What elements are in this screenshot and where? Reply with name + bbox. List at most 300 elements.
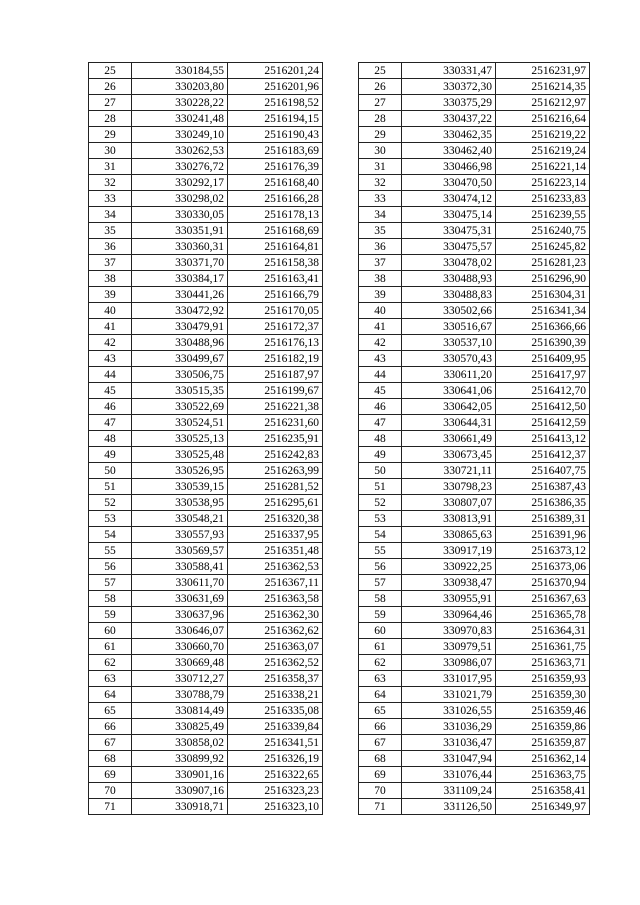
x-coordinate-cell: 330660,70: [132, 639, 228, 655]
point-number-cell: 49: [359, 447, 402, 463]
point-number-cell: 58: [359, 591, 402, 607]
y-coordinate-cell: 2516295,61: [228, 495, 323, 511]
point-number-cell: 28: [89, 111, 132, 127]
y-coordinate-cell: 2516219,22: [496, 127, 590, 143]
table-row: [359, 799, 590, 815]
y-coordinate-cell: 2516199,67: [228, 383, 323, 399]
y-coordinate-cell: 2516281,52: [228, 479, 323, 495]
x-coordinate-cell: 330646,07: [132, 623, 228, 639]
table-row: [359, 303, 590, 319]
x-coordinate-cell: 330249,10: [132, 127, 228, 143]
x-coordinate-cell: 330865,63: [402, 527, 496, 543]
point-number-cell: 27: [359, 95, 402, 111]
point-number-cell: 55: [359, 543, 402, 559]
x-coordinate-cell: 330979,51: [402, 639, 496, 655]
table-row: [89, 495, 323, 511]
table-row: [359, 239, 590, 255]
point-number-cell: 30: [89, 143, 132, 159]
x-coordinate-cell: 331026,55: [402, 703, 496, 719]
table-row: [359, 127, 590, 143]
table-row: [89, 63, 323, 79]
y-coordinate-cell: 2516391,96: [496, 527, 590, 543]
table-row: [89, 591, 323, 607]
table-row: [359, 559, 590, 575]
y-coordinate-cell: 2516363,75: [496, 767, 590, 783]
y-coordinate-cell: 2516412,70: [496, 383, 590, 399]
y-coordinate-cell: 2516335,08: [228, 703, 323, 719]
y-coordinate-cell: 2516338,21: [228, 687, 323, 703]
x-coordinate-cell: 330441,26: [132, 287, 228, 303]
y-coordinate-cell: 2516198,52: [228, 95, 323, 111]
point-number-cell: 40: [359, 303, 402, 319]
point-number-cell: 58: [89, 591, 132, 607]
x-coordinate-cell: 330184,55: [132, 63, 228, 79]
point-number-cell: 33: [89, 191, 132, 207]
x-coordinate-cell: 330907,16: [132, 783, 228, 799]
y-coordinate-cell: 2516163,41: [228, 271, 323, 287]
y-coordinate-cell: 2516362,52: [228, 655, 323, 671]
y-coordinate-cell: 2516323,10: [228, 799, 323, 815]
y-coordinate-cell: 2516221,14: [496, 159, 590, 175]
x-coordinate-cell: 330502,66: [402, 303, 496, 319]
point-number-cell: 66: [89, 719, 132, 735]
point-number-cell: 53: [359, 511, 402, 527]
table-row: [89, 527, 323, 543]
y-coordinate-cell: 2516158,38: [228, 255, 323, 271]
y-coordinate-cell: 2516183,69: [228, 143, 323, 159]
table-row: [89, 751, 323, 767]
y-coordinate-cell: 2516341,51: [228, 735, 323, 751]
point-number-cell: 57: [359, 575, 402, 591]
table-row: [359, 111, 590, 127]
x-coordinate-cell: 331109,24: [402, 783, 496, 799]
x-coordinate-cell: 330661,49: [402, 431, 496, 447]
table-row: [89, 479, 323, 495]
point-number-cell: 25: [89, 63, 132, 79]
table-row: [359, 463, 590, 479]
coordinate-table-right: [358, 62, 590, 815]
y-coordinate-cell: 2516359,86: [496, 719, 590, 735]
table-row: [359, 335, 590, 351]
table-row: [359, 767, 590, 783]
x-coordinate-cell: 330437,22: [402, 111, 496, 127]
point-number-cell: 44: [359, 367, 402, 383]
point-number-cell: 48: [89, 431, 132, 447]
table-row: [359, 415, 590, 431]
x-coordinate-cell: 330262,53: [132, 143, 228, 159]
point-number-cell: 28: [359, 111, 402, 127]
table-row: [89, 575, 323, 591]
point-number-cell: 54: [89, 527, 132, 543]
point-number-cell: 65: [89, 703, 132, 719]
y-coordinate-cell: 2516349,97: [496, 799, 590, 815]
y-coordinate-cell: 2516351,48: [228, 543, 323, 559]
y-coordinate-cell: 2516172,37: [228, 319, 323, 335]
y-coordinate-cell: 2516412,59: [496, 415, 590, 431]
x-coordinate-cell: 330506,75: [132, 367, 228, 383]
table-row: [89, 767, 323, 783]
y-coordinate-cell: 2516339,84: [228, 719, 323, 735]
x-coordinate-cell: 331036,29: [402, 719, 496, 735]
table-row: [359, 159, 590, 175]
point-number-cell: 67: [89, 735, 132, 751]
y-coordinate-cell: 2516201,96: [228, 79, 323, 95]
table-row: [89, 415, 323, 431]
point-number-cell: 29: [89, 127, 132, 143]
x-coordinate-cell: 330276,72: [132, 159, 228, 175]
x-coordinate-cell: 330918,71: [132, 799, 228, 815]
x-coordinate-cell: 331047,94: [402, 751, 496, 767]
table-row: [89, 79, 323, 95]
point-number-cell: 62: [359, 655, 402, 671]
table-row: [359, 671, 590, 687]
y-coordinate-cell: 2516164,81: [228, 239, 323, 255]
y-coordinate-cell: 2516176,13: [228, 335, 323, 351]
x-coordinate-cell: 330642,05: [402, 399, 496, 415]
x-coordinate-cell: 330807,07: [402, 495, 496, 511]
x-coordinate-cell: 330673,45: [402, 447, 496, 463]
x-coordinate-cell: 330644,31: [402, 415, 496, 431]
x-coordinate-cell: 330538,95: [132, 495, 228, 511]
y-coordinate-cell: 2516358,37: [228, 671, 323, 687]
point-number-cell: 38: [89, 271, 132, 287]
y-coordinate-cell: 2516168,69: [228, 223, 323, 239]
y-coordinate-cell: 2516223,14: [496, 175, 590, 191]
point-number-cell: 46: [89, 399, 132, 415]
x-coordinate-cell: 330721,11: [402, 463, 496, 479]
y-coordinate-cell: 2516263,99: [228, 463, 323, 479]
point-number-cell: 62: [89, 655, 132, 671]
table-row: [89, 719, 323, 735]
table-row: [89, 383, 323, 399]
x-coordinate-cell: 330611,70: [132, 575, 228, 591]
table-row: [359, 191, 590, 207]
x-coordinate-cell: 330203,80: [132, 79, 228, 95]
y-coordinate-cell: 2516366,66: [496, 319, 590, 335]
table-row: [359, 63, 590, 79]
table-row: [359, 223, 590, 239]
x-coordinate-cell: 330331,47: [402, 63, 496, 79]
point-number-cell: 36: [89, 239, 132, 255]
x-coordinate-cell: 330986,07: [402, 655, 496, 671]
y-coordinate-cell: 2516304,31: [496, 287, 590, 303]
x-coordinate-cell: 330475,31: [402, 223, 496, 239]
x-coordinate-cell: 330641,06: [402, 383, 496, 399]
y-coordinate-cell: 2516367,63: [496, 591, 590, 607]
point-number-cell: 60: [359, 623, 402, 639]
x-coordinate-cell: 330548,21: [132, 511, 228, 527]
point-number-cell: 31: [89, 159, 132, 175]
y-coordinate-cell: 2516387,43: [496, 479, 590, 495]
point-number-cell: 32: [359, 175, 402, 191]
table-row: [89, 303, 323, 319]
point-number-cell: 37: [359, 255, 402, 271]
x-coordinate-cell: 330488,93: [402, 271, 496, 287]
y-coordinate-cell: 2516413,12: [496, 431, 590, 447]
x-coordinate-cell: 330858,02: [132, 735, 228, 751]
point-number-cell: 61: [359, 639, 402, 655]
point-number-cell: 33: [359, 191, 402, 207]
point-number-cell: 34: [359, 207, 402, 223]
point-number-cell: 64: [359, 687, 402, 703]
y-coordinate-cell: 2516362,53: [228, 559, 323, 575]
table-row: [359, 367, 590, 383]
table-row: [89, 607, 323, 623]
y-coordinate-cell: 2516194,15: [228, 111, 323, 127]
y-coordinate-cell: 2516322,65: [228, 767, 323, 783]
table-row: [89, 431, 323, 447]
table-row: [359, 383, 590, 399]
table-row: [359, 143, 590, 159]
point-number-cell: 39: [359, 287, 402, 303]
y-coordinate-cell: 2516341,34: [496, 303, 590, 319]
table-row: [359, 479, 590, 495]
table-row: [89, 95, 323, 111]
y-coordinate-cell: 2516212,97: [496, 95, 590, 111]
table-row: [89, 271, 323, 287]
table-row: [89, 255, 323, 271]
x-coordinate-cell: 330475,57: [402, 239, 496, 255]
y-coordinate-cell: 2516296,90: [496, 271, 590, 287]
x-coordinate-cell: 330917,19: [402, 543, 496, 559]
y-coordinate-cell: 2516182,19: [228, 351, 323, 367]
x-coordinate-cell: 330964,46: [402, 607, 496, 623]
x-coordinate-cell: 330631,69: [132, 591, 228, 607]
point-number-cell: 70: [89, 783, 132, 799]
x-coordinate-cell: 330522,69: [132, 399, 228, 415]
y-coordinate-cell: 2516386,35: [496, 495, 590, 511]
y-coordinate-cell: 2516361,75: [496, 639, 590, 655]
x-coordinate-cell: 330970,83: [402, 623, 496, 639]
point-number-cell: 42: [359, 335, 402, 351]
point-number-cell: 46: [359, 399, 402, 415]
x-coordinate-cell: 330375,29: [402, 95, 496, 111]
point-number-cell: 69: [359, 767, 402, 783]
point-number-cell: 27: [89, 95, 132, 111]
x-coordinate-cell: 330360,31: [132, 239, 228, 255]
point-number-cell: 50: [359, 463, 402, 479]
x-coordinate-cell: 331126,50: [402, 799, 496, 815]
table-row: [359, 351, 590, 367]
point-number-cell: 43: [89, 351, 132, 367]
point-number-cell: 41: [89, 319, 132, 335]
table-row: [89, 287, 323, 303]
point-number-cell: 43: [359, 351, 402, 367]
y-coordinate-cell: 2516216,64: [496, 111, 590, 127]
y-coordinate-cell: 2516417,97: [496, 367, 590, 383]
point-number-cell: 32: [89, 175, 132, 191]
y-coordinate-cell: 2516359,30: [496, 687, 590, 703]
point-number-cell: 37: [89, 255, 132, 271]
y-coordinate-cell: 2516231,60: [228, 415, 323, 431]
y-coordinate-cell: 2516231,97: [496, 63, 590, 79]
table-row: [89, 319, 323, 335]
table-row: [359, 79, 590, 95]
x-coordinate-cell: 330899,92: [132, 751, 228, 767]
point-number-cell: 49: [89, 447, 132, 463]
x-coordinate-cell: 330526,95: [132, 463, 228, 479]
point-number-cell: 29: [359, 127, 402, 143]
x-coordinate-cell: 330637,96: [132, 607, 228, 623]
table-row: [359, 607, 590, 623]
table-row: [89, 463, 323, 479]
point-number-cell: 26: [359, 79, 402, 95]
y-coordinate-cell: 2516320,38: [228, 511, 323, 527]
table-row: [89, 159, 323, 175]
y-coordinate-cell: 2516245,82: [496, 239, 590, 255]
x-coordinate-cell: 330516,67: [402, 319, 496, 335]
x-coordinate-cell: 330814,49: [132, 703, 228, 719]
table-row: [89, 111, 323, 127]
y-coordinate-cell: 2516363,07: [228, 639, 323, 655]
point-number-cell: 59: [359, 607, 402, 623]
table-row: [89, 511, 323, 527]
y-coordinate-cell: 2516176,39: [228, 159, 323, 175]
y-coordinate-cell: 2516219,24: [496, 143, 590, 159]
point-number-cell: 56: [89, 559, 132, 575]
point-number-cell: 47: [89, 415, 132, 431]
x-coordinate-cell: 330524,51: [132, 415, 228, 431]
x-coordinate-cell: 330372,30: [402, 79, 496, 95]
table-row: [89, 671, 323, 687]
table-row: [89, 239, 323, 255]
point-number-cell: 26: [89, 79, 132, 95]
y-coordinate-cell: 2516168,40: [228, 175, 323, 191]
table-row: [89, 623, 323, 639]
table-row: [89, 559, 323, 575]
table-row: [359, 751, 590, 767]
x-coordinate-cell: 330499,67: [132, 351, 228, 367]
y-coordinate-cell: 2516409,95: [496, 351, 590, 367]
point-number-cell: 66: [359, 719, 402, 735]
table-row: [89, 399, 323, 415]
point-number-cell: 50: [89, 463, 132, 479]
y-coordinate-cell: 2516412,37: [496, 447, 590, 463]
point-number-cell: 70: [359, 783, 402, 799]
table-row: [89, 127, 323, 143]
point-number-cell: 30: [359, 143, 402, 159]
x-coordinate-cell: 330537,10: [402, 335, 496, 351]
y-coordinate-cell: 2516242,83: [228, 447, 323, 463]
x-coordinate-cell: 330241,48: [132, 111, 228, 127]
table-row: [89, 223, 323, 239]
table-row: [359, 287, 590, 303]
y-coordinate-cell: 2516364,31: [496, 623, 590, 639]
y-coordinate-cell: 2516390,39: [496, 335, 590, 351]
x-coordinate-cell: 331036,47: [402, 735, 496, 751]
y-coordinate-cell: 2516233,83: [496, 191, 590, 207]
point-number-cell: 44: [89, 367, 132, 383]
table-row: [89, 655, 323, 671]
table-row: [89, 143, 323, 159]
table-row: [359, 527, 590, 543]
table-row: [359, 783, 590, 799]
x-coordinate-cell: 330525,48: [132, 447, 228, 463]
table-row: [89, 799, 323, 815]
point-number-cell: 65: [359, 703, 402, 719]
x-coordinate-cell: 330669,48: [132, 655, 228, 671]
y-coordinate-cell: 2516359,46: [496, 703, 590, 719]
x-coordinate-cell: 330466,98: [402, 159, 496, 175]
y-coordinate-cell: 2516362,14: [496, 751, 590, 767]
x-coordinate-cell: 330712,27: [132, 671, 228, 687]
x-coordinate-cell: 331076,44: [402, 767, 496, 783]
point-number-cell: 39: [89, 287, 132, 303]
table-row: [359, 511, 590, 527]
point-number-cell: 53: [89, 511, 132, 527]
point-number-cell: 60: [89, 623, 132, 639]
table-row: [359, 447, 590, 463]
y-coordinate-cell: 2516373,06: [496, 559, 590, 575]
y-coordinate-cell: 2516407,75: [496, 463, 590, 479]
x-coordinate-cell: 330479,91: [132, 319, 228, 335]
table-row: [359, 207, 590, 223]
point-number-cell: 67: [359, 735, 402, 751]
x-coordinate-cell: 330475,14: [402, 207, 496, 223]
point-number-cell: 42: [89, 335, 132, 351]
y-coordinate-cell: 2516365,78: [496, 607, 590, 623]
x-coordinate-cell: 331017,95: [402, 671, 496, 687]
y-coordinate-cell: 2516235,91: [228, 431, 323, 447]
y-coordinate-cell: 2516201,24: [228, 63, 323, 79]
table-row: [89, 703, 323, 719]
table-row: [89, 735, 323, 751]
point-number-cell: 64: [89, 687, 132, 703]
point-number-cell: 56: [359, 559, 402, 575]
table-row: [89, 351, 323, 367]
x-coordinate-cell: 330472,92: [132, 303, 228, 319]
point-number-cell: 63: [89, 671, 132, 687]
point-number-cell: 40: [89, 303, 132, 319]
y-coordinate-cell: 2516359,93: [496, 671, 590, 687]
y-coordinate-cell: 2516190,43: [228, 127, 323, 143]
point-number-cell: 69: [89, 767, 132, 783]
x-coordinate-cell: 330371,70: [132, 255, 228, 271]
y-coordinate-cell: 2516363,58: [228, 591, 323, 607]
y-coordinate-cell: 2516170,05: [228, 303, 323, 319]
table-row: [89, 687, 323, 703]
y-coordinate-cell: 2516323,23: [228, 783, 323, 799]
y-coordinate-cell: 2516363,71: [496, 655, 590, 671]
point-number-cell: 25: [359, 63, 402, 79]
x-coordinate-cell: 330330,05: [132, 207, 228, 223]
table-row: [359, 719, 590, 735]
x-coordinate-cell: 330539,15: [132, 479, 228, 495]
table-row: [89, 207, 323, 223]
y-coordinate-cell: 2516389,31: [496, 511, 590, 527]
x-coordinate-cell: 330474,12: [402, 191, 496, 207]
y-coordinate-cell: 2516362,62: [228, 623, 323, 639]
point-number-cell: 51: [89, 479, 132, 495]
x-coordinate-cell: 330470,50: [402, 175, 496, 191]
x-coordinate-cell: 330813,91: [402, 511, 496, 527]
point-number-cell: 41: [359, 319, 402, 335]
point-number-cell: 52: [89, 495, 132, 511]
x-coordinate-cell: 330825,49: [132, 719, 228, 735]
x-coordinate-cell: 330938,47: [402, 575, 496, 591]
point-number-cell: 48: [359, 431, 402, 447]
y-coordinate-cell: 2516362,30: [228, 607, 323, 623]
table-row: [359, 495, 590, 511]
y-coordinate-cell: 2516412,50: [496, 399, 590, 415]
x-coordinate-cell: 330588,41: [132, 559, 228, 575]
point-number-cell: 61: [89, 639, 132, 655]
x-coordinate-cell: 330798,23: [402, 479, 496, 495]
point-number-cell: 35: [89, 223, 132, 239]
x-coordinate-cell: 330611,20: [402, 367, 496, 383]
x-coordinate-cell: 330788,79: [132, 687, 228, 703]
x-coordinate-cell: 330955,91: [402, 591, 496, 607]
